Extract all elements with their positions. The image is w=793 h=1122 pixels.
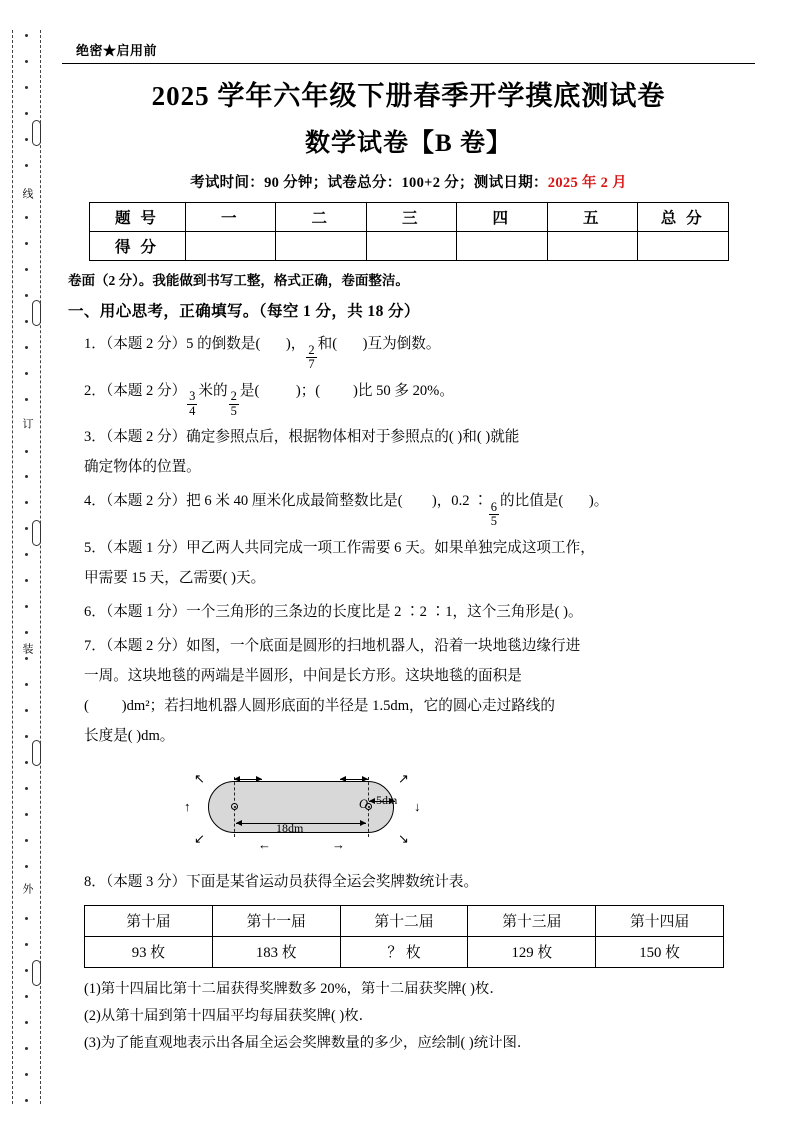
medal-value-1: 183 枚 xyxy=(212,936,340,967)
question-7-blank-1[interactable] xyxy=(89,691,122,721)
question-5-line-2: 甲需要 15 天，乙需要( )天。 xyxy=(84,569,266,586)
question-1-number: 1 xyxy=(84,336,92,352)
question-4-blank-1[interactable] xyxy=(403,486,432,516)
question-3-line-2: 确定物体的位置。 xyxy=(84,459,201,476)
score-input-cell-1[interactable] xyxy=(185,232,276,261)
path-arrow-lower-left-icon: ↙ xyxy=(194,830,205,846)
score-input-cell-2[interactable] xyxy=(276,232,367,261)
medal-value-0: 93 枚 xyxy=(85,936,213,967)
question-2-lead: （本题 2 分） xyxy=(105,382,187,399)
top-secret-label: 绝密★启用前 xyxy=(76,43,158,58)
margin-word-3: 装 xyxy=(19,640,33,657)
question-7-line-3-pre: ( xyxy=(84,697,89,714)
binding-margin xyxy=(0,0,46,1122)
question-7 xyxy=(84,631,755,751)
question-4-number: 4 xyxy=(84,493,92,510)
fraction-numerator: 6 xyxy=(490,499,498,514)
question-8-sub-3: (3)为了能直观地表示出各届全运会奖牌数量的多少，应绘制( )统计图． xyxy=(84,1034,532,1051)
question-1-tail: )互为倒数。 xyxy=(362,336,441,352)
figure-length-label: 18dm xyxy=(276,820,304,835)
question-2-fraction-1 xyxy=(187,390,197,418)
question-7-line-2: 一周。这块地毯的两端是半圆形，中间是长方形。这块地毯的面积是 xyxy=(84,667,522,684)
score-header-cell-5: 五 xyxy=(547,203,638,232)
margin-word-1: 线 xyxy=(19,185,33,202)
score-header-cell-1: 一 xyxy=(185,203,276,232)
question-5-number: 5 xyxy=(84,539,92,556)
question-3-line-1: （本题 2 分）确定参照点后，根据物体相对于参照点的( )和( )就能 xyxy=(105,429,520,446)
question-1-fraction xyxy=(306,344,316,372)
fraction-denominator: 7 xyxy=(308,357,315,372)
question-7-line-4: 长度是( )dm。 xyxy=(84,727,175,744)
question-2-number: 2 xyxy=(84,382,92,399)
question-2-tail: )比 50 多 20%。 xyxy=(353,382,454,399)
carpet-figure xyxy=(172,757,502,857)
fraction-numerator: 3 xyxy=(189,389,196,404)
question-8-line-1: （本题 3 分）下面是某省运动员获得全运会奖牌数统计表。 xyxy=(105,873,479,890)
question-1-blank-2[interactable] xyxy=(337,329,363,359)
fraction-numerator: 2 xyxy=(308,342,315,357)
question-6 xyxy=(84,597,755,627)
margin-word-2: 订 xyxy=(19,415,33,432)
score-header-cell-2: 二 xyxy=(276,203,367,232)
path-arrow-top-left xyxy=(234,779,262,780)
question-8-dot: ． xyxy=(91,873,106,890)
question-2-blank-2[interactable] xyxy=(320,376,353,406)
question-8 xyxy=(84,867,755,897)
question-8-sub-2: (2)从第十届到第十四届平均每届获奖牌( )枚． xyxy=(84,1007,373,1024)
question-4-fraction xyxy=(489,501,499,529)
path-arrow-top-right xyxy=(340,779,368,780)
medal-value-4: 150 枚 xyxy=(596,936,724,967)
question-8-number: 8 xyxy=(84,873,92,890)
question-8-sub-1: (1)第十四届比第十二届获得奖牌数多 20%，第十二届获奖牌( )枚． xyxy=(84,980,504,997)
fraction-denominator: 4 xyxy=(189,403,196,418)
question-4-dot: ． xyxy=(91,493,106,510)
exam-info-line xyxy=(62,171,755,192)
figure-radius-label: 5dm xyxy=(376,792,398,807)
question-6-dot: ． xyxy=(91,603,106,620)
score-input-cell-3[interactable] xyxy=(366,232,457,261)
question-7-line-1: （本题 2 分）如图，一个底面是圆形的扫地机器人，沿着一块地毯边缘行进 xyxy=(105,637,581,654)
question-4 xyxy=(84,486,755,529)
question-7-line-3-mid: )dm²；若扫地机器人圆形底面的半径是 1.5dm，它的圆心走过路线的 xyxy=(121,697,555,714)
question-2-mid-3: )；( xyxy=(295,382,321,399)
question-1 xyxy=(84,329,755,372)
question-1-lead: （本题 2 分）5 的倒数是( xyxy=(105,336,261,352)
question-1-mid: )， xyxy=(285,336,306,352)
question-2-dot: ． xyxy=(91,382,106,399)
question-4-mid: )，0.2 ∶ xyxy=(431,493,488,510)
medal-header-0: 第十届 xyxy=(85,905,213,936)
header-rule xyxy=(62,63,755,64)
medal-header-3: 第十三届 xyxy=(468,905,596,936)
table-row xyxy=(85,936,724,967)
medal-header-1: 第十一届 xyxy=(212,905,340,936)
figure-center-label: O xyxy=(359,796,369,811)
score-input-cell-6[interactable] xyxy=(638,232,729,261)
path-arrow-left-icon: ↑ xyxy=(184,798,191,814)
table-row xyxy=(89,203,728,232)
question-7-number: 7 xyxy=(84,637,92,654)
exam-info-prefix: 考试时间：90 分钟；试卷总分：100+2 分；测试日期： xyxy=(190,175,548,191)
exam-date: 2025 年 2 月 xyxy=(547,175,627,191)
question-1-blank-1[interactable] xyxy=(260,329,286,359)
path-arrow-bottom-left-icon: ← xyxy=(258,836,271,852)
score-header-cell-0: 题 号 xyxy=(89,203,185,232)
question-4-mid-2: 的比值是( xyxy=(500,493,564,510)
question-3 xyxy=(84,422,755,482)
table-row xyxy=(89,232,728,261)
question-2-blank-1[interactable] xyxy=(259,376,295,406)
path-arrow-upper-left-icon: ↖ xyxy=(194,770,205,786)
ring-hole-column xyxy=(30,0,46,1122)
paper-note: 卷面（2 分）。我能做到书写工整，格式正确，卷面整洁。 xyxy=(68,273,409,288)
medal-value-3: 129 枚 xyxy=(468,936,596,967)
question-3-dot: ． xyxy=(91,429,106,446)
page-subtitle: 数学试卷【B 卷】 xyxy=(305,130,512,157)
question-4-lead: （本题 2 分）把 6 米 40 厘米化成最简整数比是( xyxy=(105,493,403,510)
fraction-numerator: 2 xyxy=(230,389,237,404)
question-1-dot: ． xyxy=(91,336,106,352)
score-table xyxy=(89,202,729,261)
score-header-cell-3: 三 xyxy=(366,203,457,232)
question-1-after-frac: 和( xyxy=(317,336,338,352)
question-7-dot: ． xyxy=(91,637,106,654)
medal-header-4: 第十四届 xyxy=(596,905,724,936)
question-2-mid-1: 米的 xyxy=(198,382,228,399)
score-input-cell-5[interactable] xyxy=(547,232,638,261)
question-4-blank-2[interactable] xyxy=(563,486,589,516)
fraction-denominator: 5 xyxy=(230,403,237,418)
question-5-dot: ． xyxy=(91,539,106,556)
section-one-heading: 一、用心思考，正确填写。（每空 1 分，共 18 分） xyxy=(68,303,420,320)
question-4-tail: )。 xyxy=(588,493,609,510)
score-header-cell-6: 总 分 xyxy=(638,203,729,232)
medal-value-2: ？ 枚 xyxy=(340,936,468,967)
center-point-left-icon xyxy=(231,803,238,810)
table-row xyxy=(85,905,724,936)
question-5 xyxy=(84,533,755,593)
path-arrow-right-icon: ↓ xyxy=(414,798,421,814)
path-arrow-lower-right-icon: ↘ xyxy=(398,830,409,846)
path-arrow-bottom-right-icon: → xyxy=(332,836,345,852)
path-arrow-upper-right-icon: ↗ xyxy=(398,770,409,786)
exam-page xyxy=(46,0,793,1122)
question-3-number: 3 xyxy=(84,429,92,446)
medal-statistics-table xyxy=(84,905,724,968)
margin-word-4: 外 xyxy=(19,880,33,897)
score-label-cell: 得 分 xyxy=(89,232,185,261)
question-2 xyxy=(84,376,755,419)
score-header-cell-4: 四 xyxy=(457,203,548,232)
medal-header-2: 第十二届 xyxy=(340,905,468,936)
question-2-mid-2: 是( xyxy=(239,382,260,399)
margin-dashed-line-left xyxy=(12,30,13,1104)
question-2-fraction-2 xyxy=(229,390,239,418)
fraction-denominator: 5 xyxy=(490,514,498,529)
score-input-cell-4[interactable] xyxy=(457,232,548,261)
page-title: 2025 学年六年级下册春季开学摸底测试卷 xyxy=(151,81,666,111)
question-5-line-1: （本题 1 分）甲乙两人共同完成一项工作需要 6 天。如果单独完成这项工作， xyxy=(105,539,595,556)
question-6-number: 6 xyxy=(84,603,92,620)
question-6-line-1: （本题 1 分）一个三角形的三条边的长度比是 2 ∶2 ∶1，这个三角形是( )。 xyxy=(105,603,583,620)
